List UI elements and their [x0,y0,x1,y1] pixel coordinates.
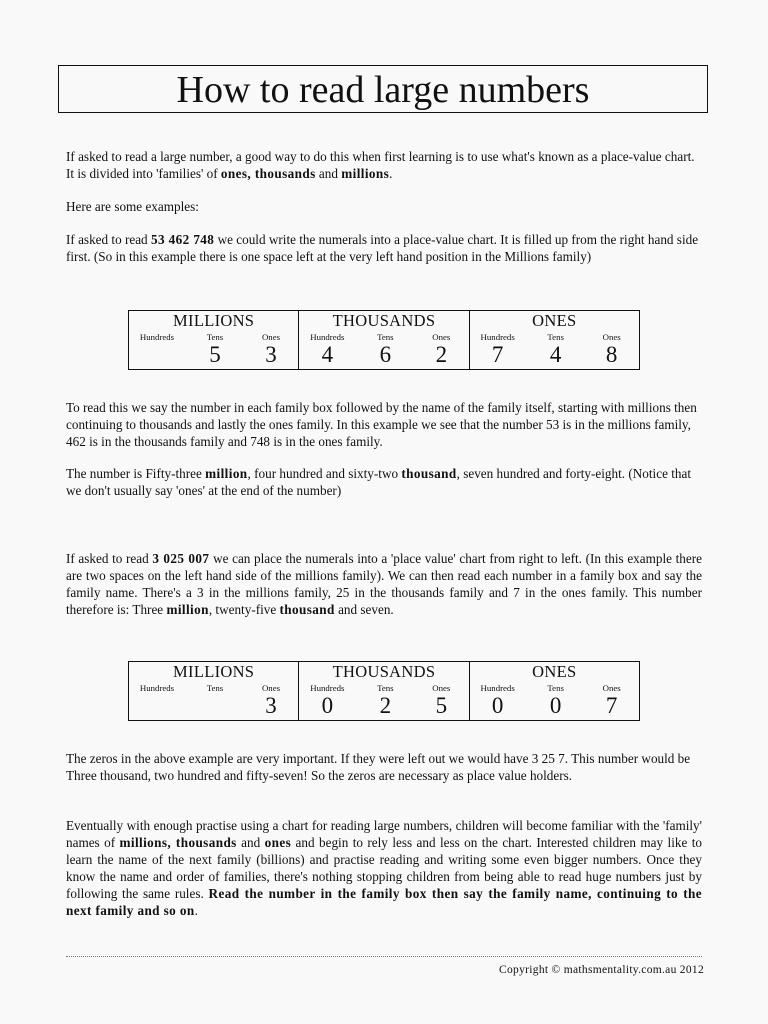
column-label: Tens [206,683,224,693]
family-thousands [298,662,468,720]
digit-cell: 0 [491,693,504,718]
family-millions [129,662,298,720]
example2-paragraph: If asked to read 3 025 007 we can place the numerals into a 'place value' chart from right to left. (In this example there are two spaces on the left hand side of the millions family). We can then read each number in a family box and say the family name. There's a 3 in the millions family, 25 in the thousands family and 7 in the ones family. This number therefore is: Three million, twenty-five thousand and seven. [66,551,703,617]
footer-divider [66,956,702,957]
digit-cell: 0 [321,693,334,718]
digit-cell: 7 [491,342,504,367]
column-label: Ones [602,332,621,342]
family-millions [129,311,298,369]
family-name: THOUSANDS [332,662,436,681]
column-label: Tens [547,683,564,693]
digit-cell: 3 [265,342,277,367]
digit-cell: 2 [435,342,448,367]
digit-cell: 6 [379,342,392,367]
digit-cell: 5 [209,342,221,367]
digit-cell: 4 [321,342,334,367]
explanation-paragraph: To read this we say the number in each family box followed by the name of the family itself, starting with millions then continuing to thousands and lastly the ones family. In this example we see that the number 53 is in the millions family, 462 is in the thousands family and 748 is in the ones family. [66,400,697,449]
column-label: Hundreds [139,683,175,693]
digit-cell: 0 [549,693,562,718]
family-thousands [298,311,468,369]
column-label: Ones [261,683,281,693]
column-label: Tens [377,332,394,342]
family-name: MILLIONS [173,311,255,330]
column-label: Ones [432,683,451,693]
family-name: ONES [532,311,577,330]
examples-label: Here are some examples: [66,199,199,214]
column-label: Hundreds [310,683,345,693]
place-value-chart-1 [128,310,640,370]
digit-cell: 8 [605,342,618,367]
column-label: Hundreds [310,332,345,342]
family-ones [469,311,639,369]
family-name: THOUSANDS [332,311,436,330]
zeros-paragraph: The zeros in the above example are very important. If they were left out we would have 3 25 7. This number would be Three thousand, two hundred and fifty-seven! So the zeros are necessary as place value holders. [66,751,691,783]
column-label: Tens [547,332,564,342]
column-label: Hundreds [139,332,175,342]
digit-cell: 2 [379,693,392,718]
column-label: Tens [206,332,224,342]
example1-paragraph: If asked to read 53 462 748 we could write the numerals into a place-value chart. It is filled up from the right hand side first. (So in this example there is one space left at the very left hand position in the Millions family) [66,232,699,264]
page-title: How to read large numbers [58,65,708,113]
digit-cell: 4 [549,342,562,367]
column-label: Hundreds [480,683,515,693]
reading-paragraph: The number is Fifty-three million, four hundred and sixty-two thousand, seven hundred and forty-eight. (Notice that we don't usually say 'ones' at the end of the number) [66,466,691,498]
family-name: ONES [532,662,577,681]
digit-cell: 5 [435,693,448,718]
column-label: Ones [261,332,281,342]
column-label: Hundreds [480,332,515,342]
column-label: Ones [602,683,621,693]
digit-cell: 7 [605,693,618,718]
closing-paragraph: Eventually with enough practise using a chart for reading large numbers, children will become familiar with the 'family' names of millions, thousands and ones and begin to rely less and less on the chart. Interested children may like to learn the name of the next family (billions) and practise reading and writing some even bigger numbers. Once they know the name and order of families, there's nothing stopping children from being able to read huge numbers just by following the same rules. Read the number in the family box then say the family name, continuing to the next family and so on. [66,818,703,918]
digit-cell: 3 [265,693,277,718]
family-ones [469,662,639,720]
copyright-footer: Copyright © mathsmentality.com.au 2012 [499,964,704,976]
column-label: Tens [377,683,394,693]
intro-paragraph: If asked to read a large number, a good way to do this when first learning is to use what's known as a place-value chart. It is divided into 'families' of ones, thousands and millions. [66,149,695,181]
column-label: Ones [432,332,451,342]
place-value-chart-2 [128,661,640,721]
family-name: MILLIONS [173,662,255,681]
